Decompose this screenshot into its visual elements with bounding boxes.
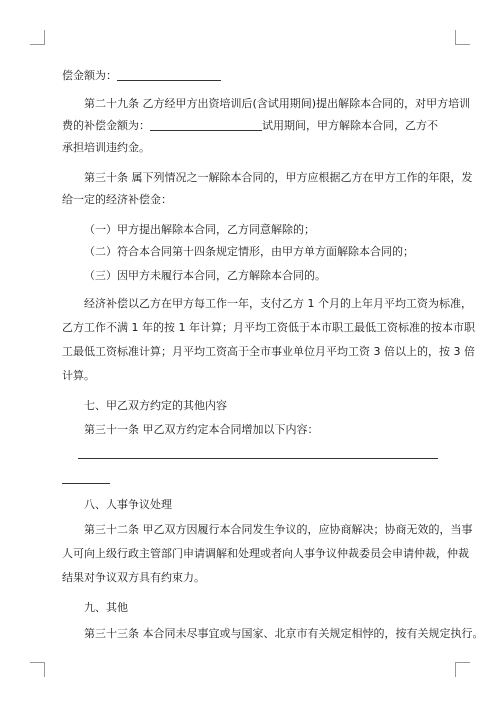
section-7-heading: 七、甲乙双方约定的其他内容 [84, 399, 227, 412]
article-29-line-3: 承担培训违约金。 [62, 141, 150, 154]
compensation-rule-line-3: 工最低工资标准计算；月平均工资高于全市事业单位月平均工资 3 倍以上的，按 3 倍 [62, 345, 475, 358]
compensation-amount-line [62, 68, 442, 84]
article-32-line-2: 人可向上级行政主管部门申请调解和处理或者向人事争议仲裁委员会申请仲裁，仲裁 [62, 547, 469, 560]
crop-mark-top-right [455, 30, 470, 45]
crop-mark-bottom-left [30, 662, 45, 677]
article-29-line-1: 第二十九条 乙方经甲方出资培训后(含试用期间)提出解除本合同的，对甲方培训 [84, 97, 471, 110]
compensation-rule-line-1: 经济补偿以乙方在甲方每工作一年，支付乙方 1 个月的上年月平均工资为标准， [84, 297, 472, 310]
article-30-item-2: （二）符合本合同第十四条规定情形，由甲方单方面解除本合同的； [84, 245, 414, 258]
article-30-line-1: 第三十条 属下列情况之一解除本合同的，甲方应根据乙方在甲方工作的年限，发 [84, 171, 473, 184]
compensation-rule-line-4: 计算。 [62, 369, 95, 382]
article-30-line-2: 给一定的经济补偿金： [62, 193, 172, 206]
article-31-text: 第三十一条 甲乙双方约定本合同增加以下内容： [84, 423, 319, 436]
article-30-item-3: （三）因甲方未履行本合同，乙方解除本合同的。 [84, 269, 326, 282]
section-8-heading: 八、人事争议处理 [84, 498, 172, 511]
crop-mark-bottom-right [455, 662, 470, 677]
compensation-rule-line-2: 乙方工作不满 1 年的按 1 年计算；月平均工资低于本市职工最低工资标准的按本市职 [62, 321, 475, 334]
compensation-label: 偿金额为： [62, 69, 117, 82]
article-29-line-2 [62, 118, 442, 134]
section-9-heading: 九、其他 [84, 601, 128, 614]
article-29-probation-text: 试用期间，甲方解除本合同，乙方不 [262, 119, 438, 132]
article-30-item-1: （一）甲方提出解除本合同，乙方同意解除的； [84, 223, 315, 236]
fill-in-line-2 [62, 483, 110, 484]
article-33-text: 第三十三条 本合同未尽事宜或与国家、北京市有关规定相悖的，按有关规定执行。 [84, 627, 484, 640]
training-fee-blank [150, 118, 262, 131]
fill-in-line-1 [78, 458, 438, 459]
article-29-fee-label: 费的补偿金额为： [62, 119, 150, 132]
amount-blank [117, 68, 221, 81]
article-32-line-1: 第三十二条 甲乙双方因履行本合同发生争议的，应协商解决；协商无效的，当事 [84, 523, 473, 536]
article-32-line-3: 结果对争议双方具有约束力。 [62, 571, 205, 584]
crop-mark-top-left [30, 30, 45, 45]
